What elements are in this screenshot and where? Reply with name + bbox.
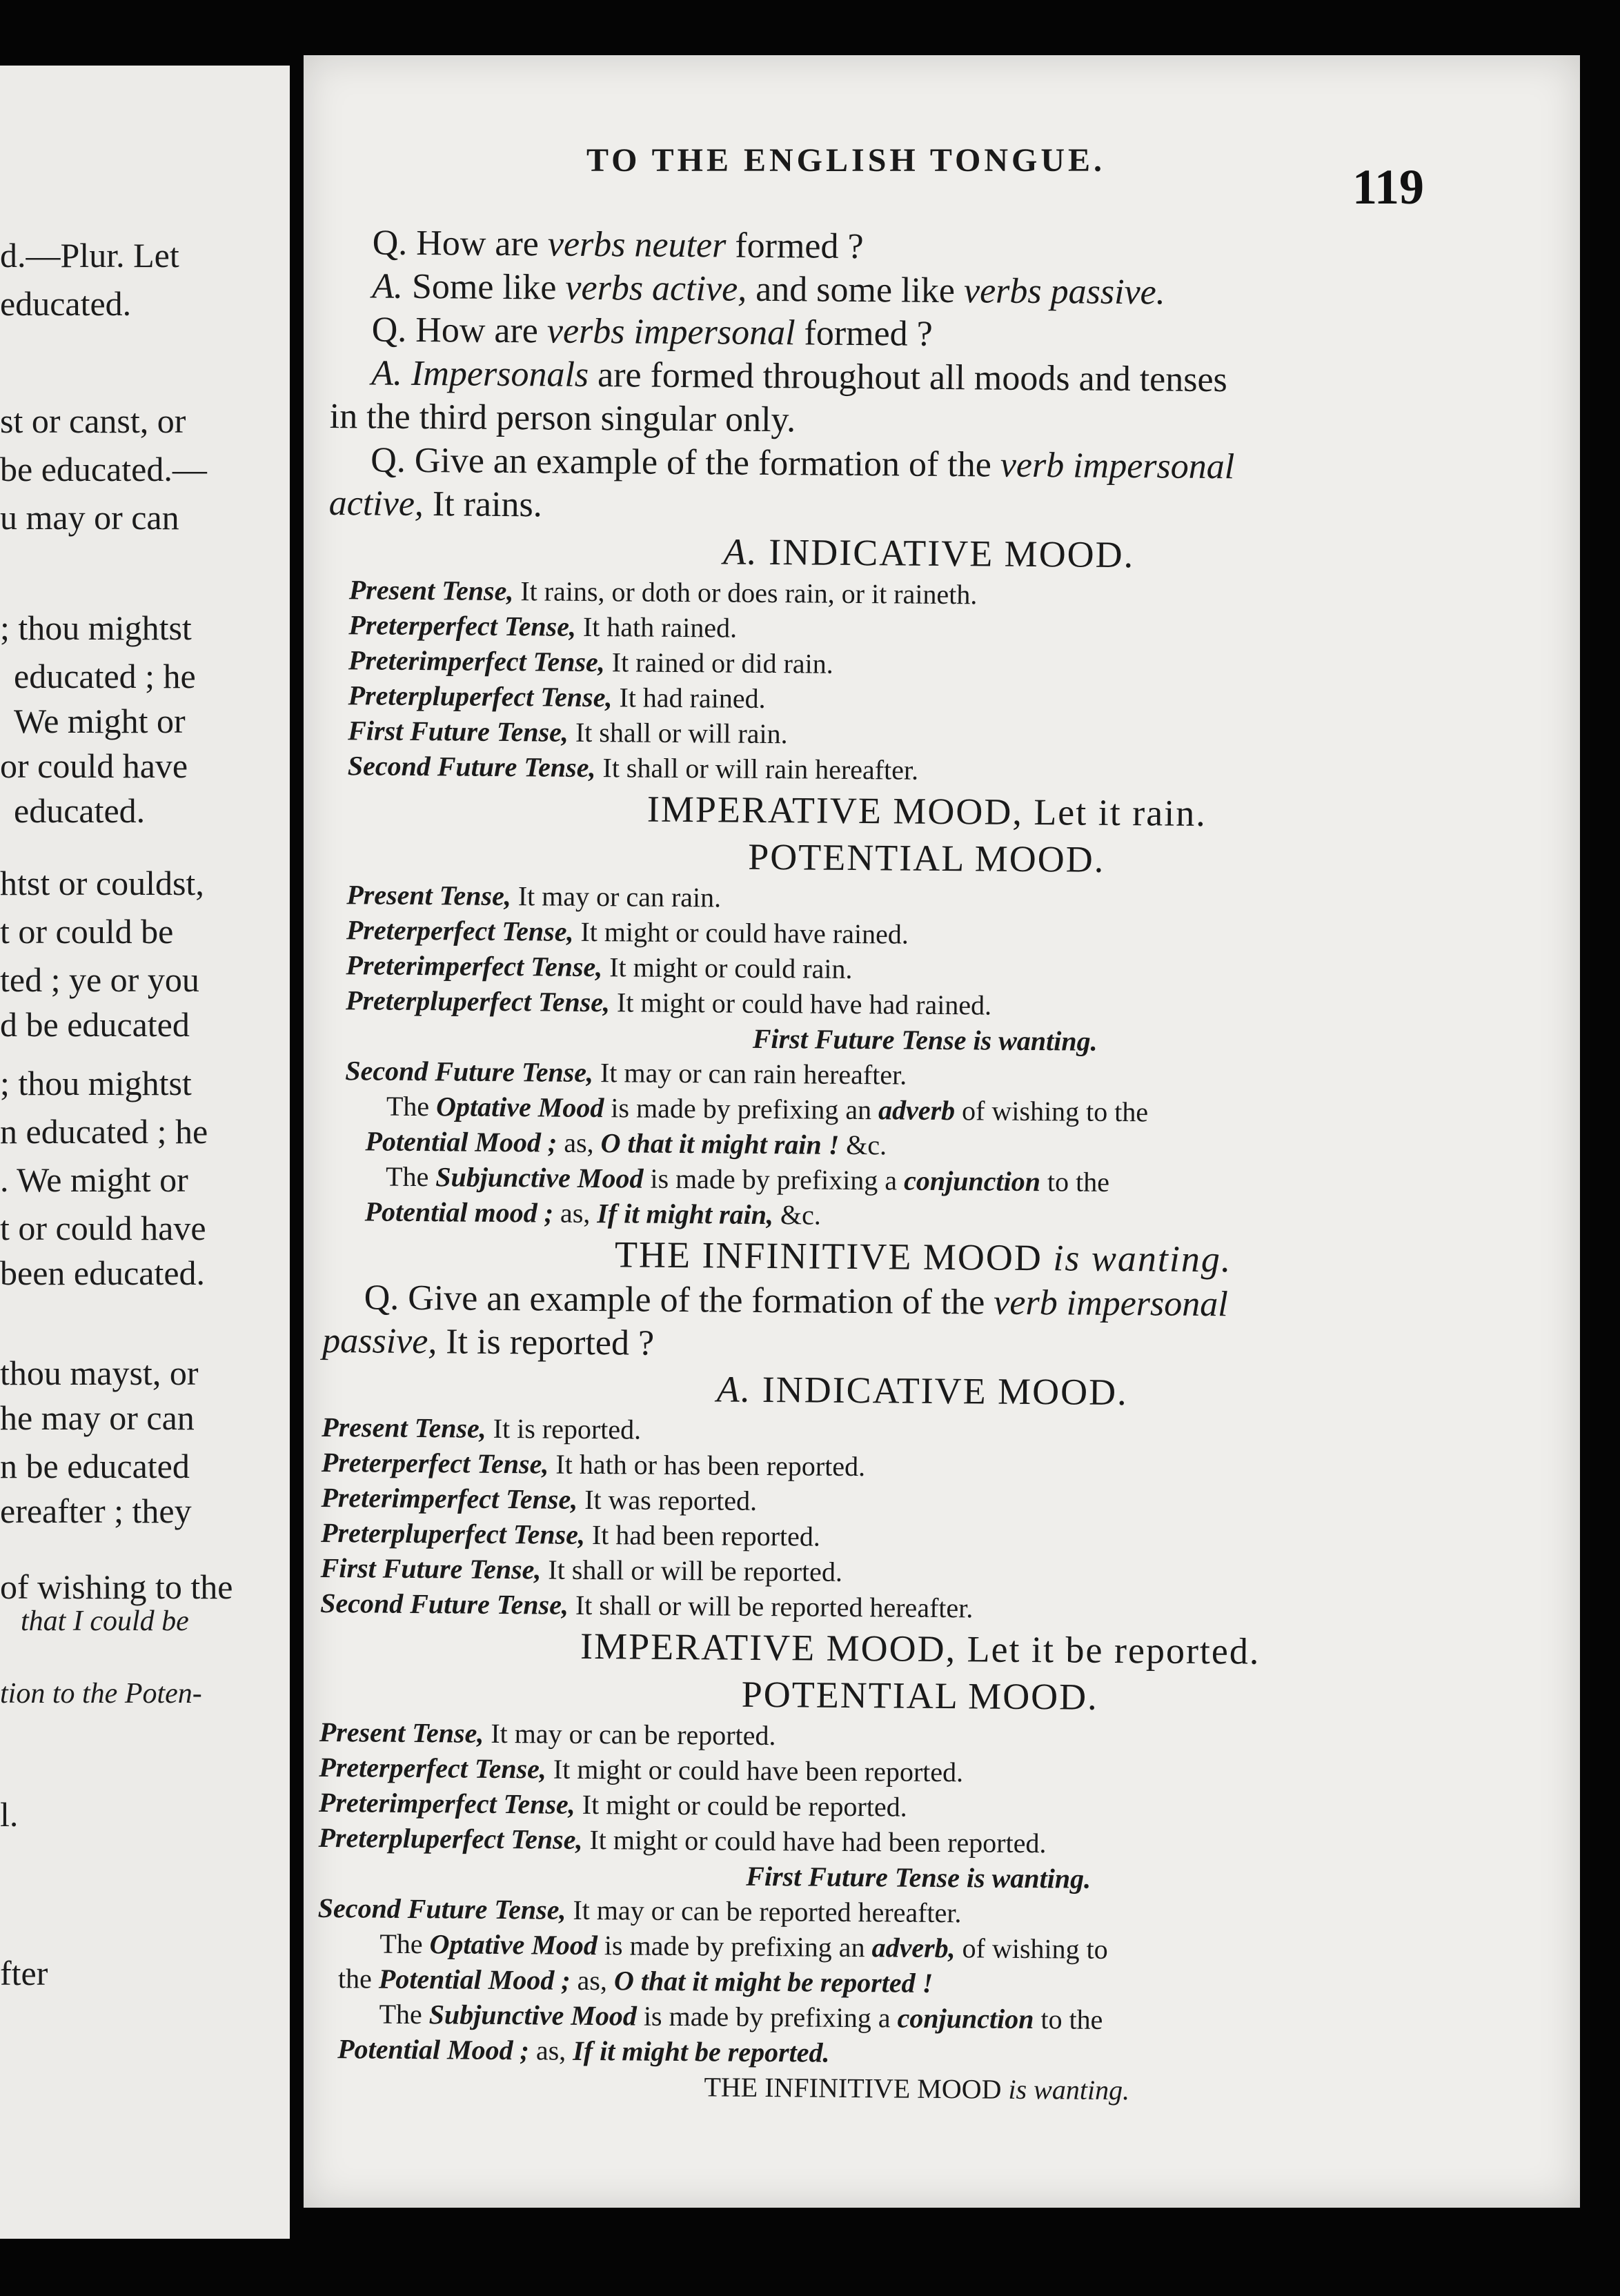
- text-run: conjunction: [897, 2002, 1034, 2035]
- page-number: 119: [1352, 159, 1425, 215]
- text-run: If it might be reported.: [573, 2035, 830, 2068]
- text-run: It rains.: [423, 484, 542, 525]
- left-page-line: or could have: [0, 746, 188, 785]
- text-run: It was reported.: [577, 1483, 758, 1516]
- text-run: O that it might rain !: [600, 1127, 840, 1160]
- text-run: It may or can rain hereafter.: [593, 1057, 907, 1091]
- text-run: Present Tense,: [319, 1716, 484, 1749]
- text-run: Preterperfect Tense,: [321, 1446, 549, 1480]
- text-run: to the: [1034, 2003, 1103, 2035]
- text-run: passive,: [322, 1320, 437, 1362]
- text-run: are formed throughout all moods and tenses: [588, 355, 1227, 400]
- text-run: Optative Mood: [429, 1928, 598, 1961]
- left-page-line: of wishing to the: [0, 1567, 233, 1606]
- text-run: POTENTIAL MOOD.: [748, 835, 1105, 880]
- text-run: Second Future Tense,: [320, 1587, 569, 1621]
- text-run: It might or could have been reported.: [546, 1753, 964, 1788]
- text-run: Second Future Tense,: [345, 1055, 594, 1089]
- text-run: A.: [723, 531, 759, 573]
- text-run: It shall or will rain.: [568, 716, 788, 750]
- left-page-line: t or could have: [0, 1209, 206, 1247]
- text-run: as,: [557, 1127, 601, 1159]
- text-run: It is reported.: [486, 1412, 642, 1445]
- text-run: The: [386, 1090, 437, 1122]
- text-run: First Future Tense is wanting.: [752, 1022, 1098, 1057]
- text-run: Present Tense,: [348, 574, 514, 607]
- running-head: TO THE ENGLISH TONGUE.: [586, 142, 1106, 179]
- text-run: the: [337, 1963, 379, 1995]
- text-run: Preterimperfect Tense,: [348, 644, 605, 678]
- text-run: Potential Mood ;: [365, 1125, 557, 1158]
- text-run: The: [385, 1160, 436, 1193]
- left-page-line: n be educated: [0, 1447, 190, 1485]
- text-run: of wishing to the: [954, 1095, 1149, 1128]
- left-page-line: be educated.—: [0, 450, 207, 488]
- text-run: is wanting.: [1008, 2073, 1130, 2106]
- text-run: &c.: [839, 1129, 887, 1161]
- left-page-line: st or canst, or: [0, 402, 186, 440]
- text-run: Q. How are: [371, 310, 548, 351]
- left-page-line: . We might or: [0, 1160, 188, 1199]
- text-run: Subjunctive Mood: [435, 1161, 644, 1194]
- text-run: It hath rained.: [575, 611, 738, 644]
- text-run: It might or could have had rained.: [609, 987, 992, 1021]
- text-run: It had been reported.: [584, 1518, 821, 1552]
- text-run: It might or could be reported.: [575, 1788, 907, 1823]
- text-run: If it might rain,: [597, 1198, 774, 1231]
- text-run: formed ?: [795, 313, 933, 354]
- left-page-fragment: [0, 66, 290, 2239]
- text-run: [402, 354, 411, 393]
- text-run: is made by prefixing an: [597, 1930, 872, 1963]
- text-run: Potential mood ;: [364, 1196, 554, 1229]
- text-run: is wanting.: [1053, 1237, 1232, 1280]
- text-run: It shall or will rain hereafter.: [595, 752, 919, 786]
- text-run: &c.: [773, 1199, 822, 1231]
- text-run: It might or could have had been reported.: [582, 1823, 1047, 1859]
- text-run: INDICATIVE MOOD.: [758, 531, 1135, 576]
- text-run: adverb,: [871, 1932, 956, 1964]
- text-run: Preterimperfect Tense,: [346, 949, 603, 983]
- text-run: is made by prefixing a: [643, 1162, 905, 1196]
- left-page-line: educated.: [14, 791, 146, 830]
- text-run: Some like: [402, 266, 566, 308]
- text-run: adverb: [878, 1094, 956, 1127]
- text-run: It shall or will be reported.: [541, 1554, 843, 1587]
- left-page-line: t or could be: [0, 912, 174, 951]
- text-run: IMPERATIVE MOOD, Let it be reported.: [580, 1625, 1261, 1672]
- text-run: It might or could rain.: [602, 951, 853, 984]
- text-run: It may or can be reported.: [484, 1717, 776, 1752]
- text-run: O that it might be reported !: [613, 1965, 934, 1999]
- text-run: to the: [1040, 1166, 1110, 1198]
- text-run: verbs impersonal: [546, 311, 796, 353]
- left-page-line: thou mayst, or: [0, 1354, 199, 1392]
- text-run: A.: [371, 353, 403, 393]
- text-run: Preterperfect Tense,: [346, 914, 574, 947]
- text-run: It is reported ?: [437, 1322, 655, 1363]
- left-page-line: ereafter ; they: [0, 1492, 192, 1530]
- left-page-line: l.: [0, 1795, 19, 1834]
- text-run: The: [379, 1998, 429, 2030]
- text-run: Second Future Tense,: [317, 1892, 566, 1926]
- text-run: It might or could have rained.: [573, 916, 909, 950]
- text-run: Preterpluperfect Tense,: [348, 680, 613, 713]
- text-run: Optative Mood: [435, 1091, 604, 1124]
- text-run: of wishing to: [955, 1932, 1108, 1965]
- left-page-line: that I could be: [21, 1605, 189, 1637]
- left-page-line: educated ; he: [14, 657, 196, 695]
- text-run: INDICATIVE MOOD.: [751, 1368, 1128, 1414]
- left-page-line: u may or can: [0, 498, 179, 537]
- text-run: Q. How are: [372, 223, 549, 264]
- text-run: is made by prefixing an: [604, 1092, 879, 1126]
- text-run: It may or can rain.: [511, 880, 722, 913]
- left-page-line: n educated ; he: [0, 1112, 208, 1151]
- text-run: First Future Tense,: [348, 715, 569, 748]
- text-run: is made by prefixing a: [636, 2000, 898, 2034]
- text-run: It hath or has been reported.: [549, 1448, 866, 1483]
- left-page-line: tion to the Poten-: [0, 1678, 202, 1710]
- text-run: Preterperfect Tense,: [319, 1751, 547, 1785]
- text-run: It may or can be reported hereafter.: [566, 1894, 962, 1929]
- text-run: Potential Mood ;: [378, 1963, 571, 1996]
- left-page-line: been educated.: [0, 1254, 206, 1292]
- text-run: as,: [570, 1964, 615, 1997]
- text-run: A.: [372, 266, 404, 306]
- text-run: Second Future Tense,: [347, 750, 596, 784]
- text-run: as,: [529, 2035, 573, 2066]
- text-run: verbs neuter: [547, 224, 727, 266]
- text-run: IMPERATIVE MOOD, Let it rain.: [646, 788, 1207, 834]
- text-run: First Future Tense is wanting.: [746, 1860, 1091, 1894]
- text-run: Q. Give an example of the formation of the: [364, 1278, 994, 1323]
- text-run: POTENTIAL MOOD.: [741, 1673, 1098, 1718]
- text-run: A.: [716, 1368, 752, 1410]
- text-run: It shall or will be reported hereafter.: [568, 1589, 974, 1624]
- text-run: active,: [328, 483, 424, 524]
- text-run: Preterpluperfect Tense,: [320, 1516, 586, 1550]
- text-run: Preterpluperfect Tense,: [345, 984, 611, 1018]
- text-run: Preterimperfect Tense,: [318, 1786, 575, 1820]
- left-page-line: ted ; ye or you: [0, 960, 199, 999]
- left-page-line: We might or: [14, 702, 186, 740]
- text-run: Preterperfect Tense,: [348, 609, 577, 642]
- text-run: Subjunctive Mood: [428, 1999, 638, 2032]
- text-run: It rains, or doth or does rain, or it raineth.: [513, 575, 978, 611]
- left-page-line: d.—Plur. Let: [0, 236, 179, 275]
- text-run: Potential Mood ;: [337, 2033, 530, 2066]
- text-run: First Future Tense,: [320, 1552, 542, 1585]
- page-body: [317, 221, 1532, 2111]
- text-run: THE INFINITIVE MOOD: [614, 1234, 1054, 1279]
- text-run: Present Tense,: [346, 879, 512, 912]
- text-run: verb impersonal: [1000, 445, 1235, 487]
- text-run: conjunction: [903, 1165, 1041, 1198]
- left-page-line: d be educated: [0, 1005, 190, 1044]
- text-run: as,: [553, 1197, 597, 1229]
- text-run: Q. Give an example of the formation of the: [371, 440, 1001, 485]
- left-page-line: he may or can: [0, 1398, 195, 1437]
- text-run: The: [379, 1928, 430, 1960]
- left-page-line: ; thou mightst: [0, 1064, 192, 1102]
- text-run: verb impersonal: [994, 1283, 1228, 1325]
- text-run: It had rained.: [612, 682, 766, 714]
- text-run: and some like: [746, 269, 965, 311]
- text-run: It rained or did rain.: [604, 646, 833, 680]
- text-run: in the third person singular only.: [329, 396, 796, 440]
- text-run: THE INFINITIVE MOOD: [704, 2071, 1009, 2105]
- text-run: verbs passive.: [963, 271, 1165, 313]
- text-run: Preterpluperfect Tense,: [318, 1821, 583, 1855]
- right-page: [304, 55, 1580, 2208]
- text-run: formed ?: [726, 226, 864, 267]
- text-run: verbs active,: [565, 268, 747, 309]
- text-run: Preterimperfect Tense,: [321, 1481, 578, 1515]
- left-page-line: ; thou mightst: [0, 608, 192, 647]
- text-run: Present Tense,: [322, 1411, 486, 1444]
- text-run: Impersonals: [411, 353, 589, 395]
- left-page-line: educated.: [0, 284, 132, 323]
- left-page-line: htst or couldst,: [0, 864, 204, 902]
- left-page-line: fter: [0, 1954, 48, 1992]
